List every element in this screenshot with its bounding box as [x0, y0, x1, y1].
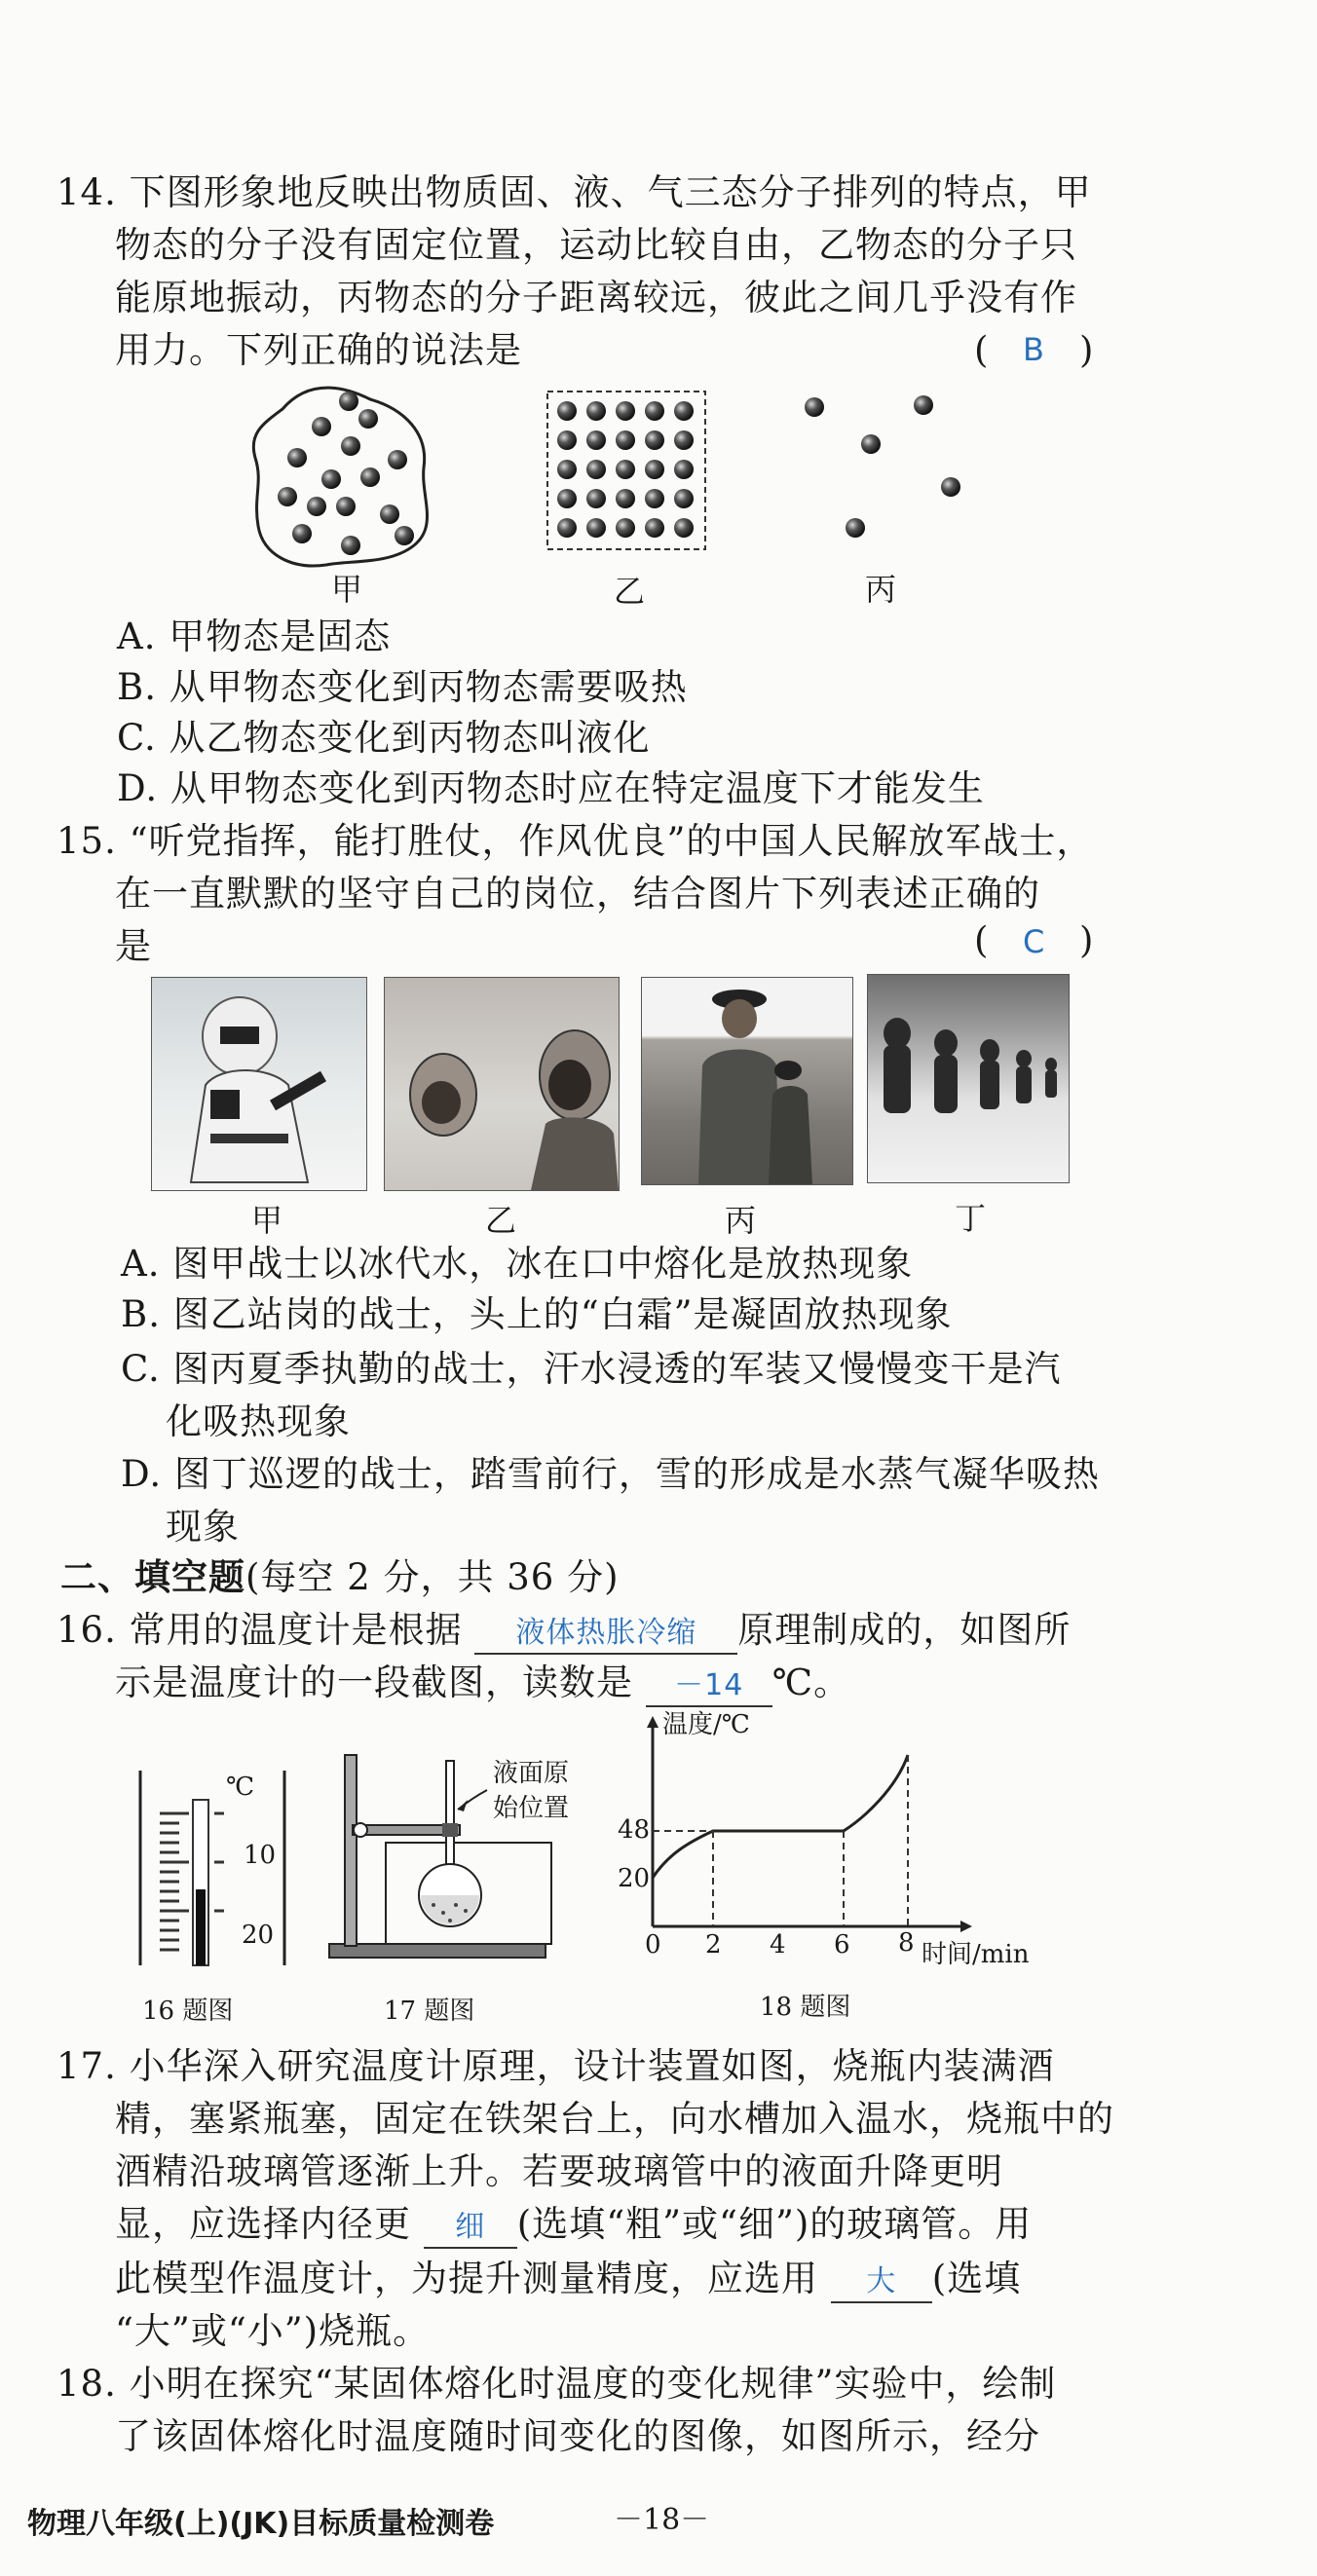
q17-line-2: 精，塞紧瓶塞，固定在铁架台上，向水槽加入温水，烧瓶中的 — [115, 2098, 1114, 2140]
q15-caption-ding: 丁 — [955, 1200, 987, 1237]
q15-caption-jia: 甲 — [251, 1202, 283, 1239]
q15-answer: C — [1023, 923, 1045, 960]
q17-line-4 — [115, 2199, 1032, 2250]
q17-line-6: “大”或“小”)烧瓶。 — [115, 2310, 431, 2352]
fig17-label-2: 始位置 — [493, 1794, 570, 1823]
q14-answer: B — [1023, 331, 1044, 368]
fig18-xtick-0: 0 — [645, 1930, 661, 1960]
fig17-label-1: 液面原 — [493, 1759, 570, 1788]
fig16-tick-20: 20 — [242, 1921, 275, 1950]
q14-caption-yi: 乙 — [614, 573, 646, 610]
q14-caption-jia: 甲 — [331, 571, 363, 608]
section-heading — [60, 1552, 620, 1603]
photo-ding — [867, 974, 1070, 1183]
fig18-xtick-6: 6 — [834, 1930, 850, 1960]
q15-line-2: 在一直默默的坚守自己的岗位，结合图片下列表述正确的 — [115, 873, 1040, 915]
q16-text-1: 16. 常用的温度计是根据 — [56, 1609, 463, 1651]
q14-line-1: 14. 下图形象地反映出物质固、液、气三态分子排列的特点，甲 — [56, 171, 1092, 213]
fig18-xlabel: 时间/min — [922, 1940, 1030, 1969]
fig16-tick-10: 10 — [244, 1841, 277, 1870]
q16-text-3: 示是温度计的一段截图，读数是 — [115, 1661, 633, 1703]
photo-bing — [641, 977, 853, 1185]
q14-option-a: A. 甲物态是固态 — [117, 616, 392, 657]
fig18-ylabel: 温度/℃ — [662, 1710, 750, 1739]
fig18-xtick-2: 2 — [705, 1930, 722, 1960]
q17-line-1: 17. 小华深入研究温度计原理，设计装置如图，烧瓶内装满酒 — [56, 2045, 1055, 2087]
q15-option-c-cont: 化吸热现象 — [166, 1400, 351, 1442]
q16-line-1 — [56, 1605, 1071, 1656]
fig18-ytick-48: 48 — [618, 1815, 651, 1845]
fig17-caption: 17 题图 — [384, 1997, 475, 2026]
q15-option-b: B. 图乙站岗的战士，头上的“白霜”是凝固放热现象 — [121, 1293, 953, 1335]
q14-line-2: 物态的分子没有固定位置，运动比较自由，乙物态的分子只 — [115, 224, 1077, 266]
fig18-xtick-4: 4 — [770, 1930, 786, 1960]
footer-page-number: －18－ — [614, 2503, 710, 2537]
q16-line-2 — [115, 1658, 850, 1708]
section-note: (每空 2 分，共 36 分) — [245, 1556, 620, 1598]
q14-line-3: 能原地振动，丙物态的分子距离较远，彼此之间几乎没有作 — [115, 277, 1077, 318]
fig18-ytick-20: 20 — [618, 1864, 651, 1893]
q14-paren-open: ( — [974, 329, 990, 371]
q17-line-5 — [115, 2254, 1021, 2304]
q16-blank-2: －14 — [646, 1666, 772, 1707]
q14-paren-close: ) — [1079, 329, 1095, 371]
q17-blank-2: 大 — [831, 2262, 932, 2303]
q15-line-1: 15. “听党指挥，能打胜仗，作风优良”的中国人民解放军战士， — [56, 820, 1094, 862]
fig18-caption: 18 题图 — [760, 1993, 851, 2022]
footer-book-title: 物理八年级(上)(JK)目标质量检测卷 — [27, 2507, 495, 2541]
q18-line-1: 18. 小明在探究“某固体熔化时温度的变化规律”实验中，绘制 — [56, 2363, 1057, 2405]
molecule-diagram — [244, 380, 984, 575]
fig16-unit: ℃ — [226, 1773, 255, 1802]
q15-paren-open: ( — [974, 919, 990, 961]
q18-line-2: 了该固体熔化时温度随时间变化的图像，如图所示，经分 — [115, 2415, 1040, 2457]
q17-text-3: 此模型作温度计，为提升测量精度，应选用 — [115, 2258, 818, 2299]
fig16-caption: 16 题图 — [142, 1997, 234, 2026]
section-title: 二、填空题 — [60, 1556, 245, 1598]
q14-option-c: C. 从乙物态变化到丙物态叫液化 — [117, 717, 651, 759]
q17-blank-1: 细 — [424, 2208, 517, 2249]
q16-blank-1: 液体热胀冷缩 — [474, 1614, 737, 1655]
photo-jia — [151, 977, 367, 1191]
q15-caption-bing: 丙 — [725, 1202, 757, 1239]
q16-text-4: ℃。 — [771, 1661, 851, 1703]
q17-line-3: 酒精沿玻璃管逐渐上升。若要玻璃管中的液面升降更明 — [115, 2150, 1003, 2192]
q14-option-b: B. 从甲物态变化到丙物态需要吸热 — [117, 666, 688, 708]
q15-line-3: 是 — [115, 925, 152, 967]
q14-caption-bing: 丙 — [865, 571, 897, 608]
q17-text-2: (选填“粗”或“细”)的玻璃管。用 — [516, 2203, 1033, 2245]
q15-option-c: C. 图丙夏季执勤的战士，汗水浸透的军装又慢慢变干是汽 — [121, 1348, 1062, 1390]
q15-caption-yi: 乙 — [485, 1202, 517, 1239]
q17-text-4: (选填 — [931, 2258, 1022, 2299]
photo-yi — [384, 977, 620, 1191]
q15-option-d-cont: 现象 — [166, 1506, 240, 1548]
q14-line-4: 用力。下列正确的说法是 — [115, 329, 522, 371]
q16-text-2: 原理制成的，如图所 — [737, 1609, 1072, 1651]
q15-paren-close: ) — [1079, 919, 1095, 961]
fig18-xtick-8: 8 — [898, 1928, 915, 1958]
q17-text-1: 显，应选择内径更 — [115, 2203, 411, 2245]
q14-option-d: D. 从甲物态变化到丙物态时应在特定温度下才能发生 — [117, 767, 985, 809]
q15-option-a: A. 图甲战士以冰代水，冰在口中熔化是放热现象 — [121, 1243, 914, 1285]
q15-option-d: D. 图丁巡逻的战士，踏雪前行，雪的形成是水蒸气凝华吸热 — [121, 1453, 1100, 1495]
